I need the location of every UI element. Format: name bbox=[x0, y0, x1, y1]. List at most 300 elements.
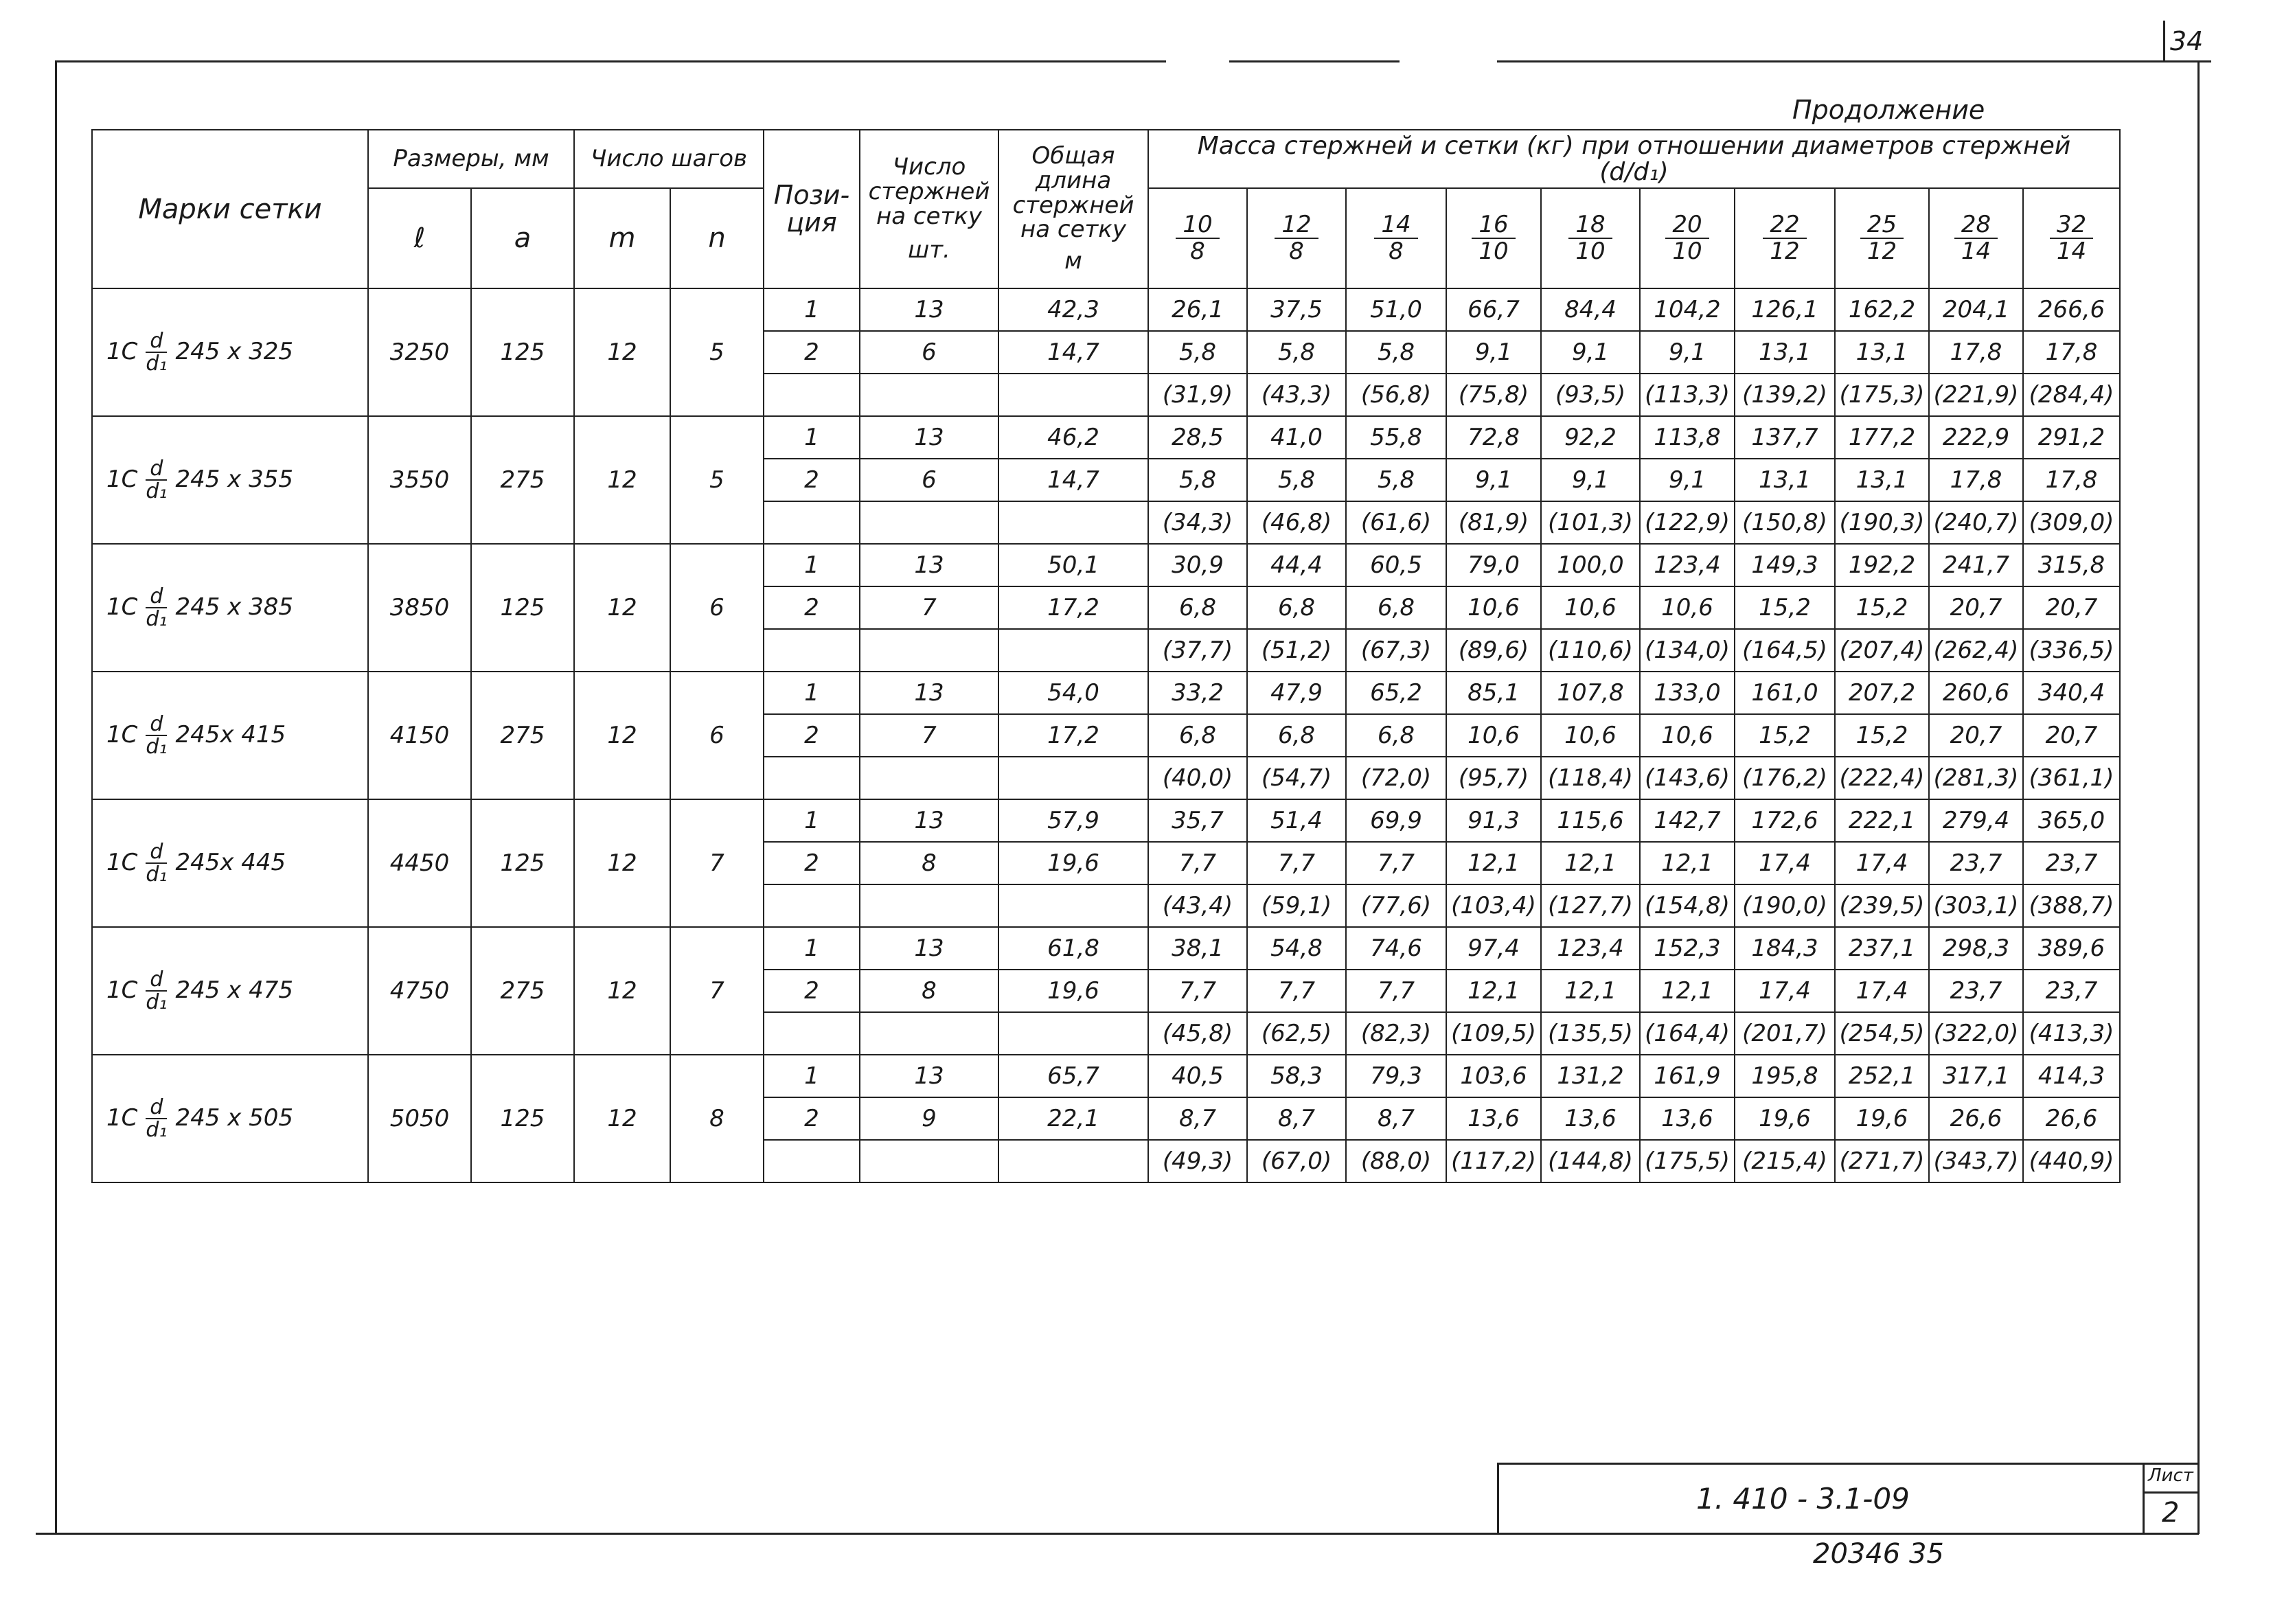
mass-cell: 12,1 bbox=[1640, 842, 1735, 884]
count-cell: 7 bbox=[860, 714, 998, 757]
mark-prefix: 1С bbox=[106, 337, 138, 365]
mesh-m: 12 bbox=[574, 927, 670, 1055]
header-ratio-3 bbox=[1446, 188, 1541, 288]
archive-number: 20346 35 bbox=[1813, 1538, 1944, 1570]
mass-cell: 15,2 bbox=[1735, 586, 1835, 629]
mass-cell: 115,6 bbox=[1541, 799, 1640, 842]
position-cell bbox=[764, 501, 860, 544]
mass-cell: (59,1) bbox=[1247, 884, 1346, 927]
mass-cell: (51,2) bbox=[1247, 629, 1346, 672]
position-cell: 2 bbox=[764, 1097, 860, 1140]
mass-cell: 17,4 bbox=[1735, 842, 1835, 884]
mass-cell: (43,3) bbox=[1247, 374, 1346, 416]
table-row bbox=[92, 544, 2120, 586]
mass-cell: 28,5 bbox=[1148, 416, 1247, 459]
mesh-mark bbox=[92, 799, 368, 927]
mesh-mark bbox=[92, 288, 368, 416]
count-cell: 8 bbox=[860, 970, 998, 1012]
mass-cell: (95,7) bbox=[1446, 757, 1541, 799]
mark-frac-den: d₁ bbox=[146, 735, 168, 759]
header-steps-m: m bbox=[574, 188, 670, 288]
mesh-n: 7 bbox=[670, 799, 764, 927]
mass-cell: 13,1 bbox=[1735, 459, 1835, 501]
ratio-num: 14 bbox=[1374, 212, 1417, 239]
mass-cell: 5,8 bbox=[1346, 331, 1446, 374]
header-ratio-6 bbox=[1735, 188, 1835, 288]
mass-cell: 17,8 bbox=[1929, 459, 2023, 501]
position-cell: 2 bbox=[764, 459, 860, 501]
mass-cell: 6,8 bbox=[1247, 714, 1346, 757]
table-row bbox=[92, 288, 2120, 331]
length-cell: 42,3 bbox=[998, 288, 1148, 331]
mass-cell: 20,7 bbox=[1929, 586, 2023, 629]
mass-cell: 152,3 bbox=[1640, 927, 1735, 970]
mass-cell: 414,3 bbox=[2023, 1055, 2120, 1097]
ratio-den: 10 bbox=[1478, 238, 1509, 265]
mass-cell: 279,4 bbox=[1929, 799, 2023, 842]
mass-cell: 9,1 bbox=[1541, 459, 1640, 501]
mass-cell: 13,1 bbox=[1735, 331, 1835, 374]
stamp-left-line bbox=[1497, 1463, 1499, 1534]
mass-cell: (190,0) bbox=[1735, 884, 1835, 927]
mass-cell: (37,7) bbox=[1148, 629, 1247, 672]
mesh-l: 3850 bbox=[368, 544, 471, 672]
mass-cell: 298,3 bbox=[1929, 927, 2023, 970]
mesh-a: 125 bbox=[471, 799, 574, 927]
count-cell bbox=[860, 884, 998, 927]
mass-cell: (303,1) bbox=[1929, 884, 2023, 927]
ratio-den: 12 bbox=[1866, 238, 1897, 265]
mass-cell: (43,4) bbox=[1148, 884, 1247, 927]
mass-cell: 123,4 bbox=[1640, 544, 1735, 586]
mesh-a: 275 bbox=[471, 927, 574, 1055]
mass-cell: 389,6 bbox=[2023, 927, 2120, 970]
mass-cell: (190,3) bbox=[1835, 501, 1929, 544]
header-ratio-4 bbox=[1541, 188, 1640, 288]
mass-cell: (207,4) bbox=[1835, 629, 1929, 672]
mass-cell: (118,4) bbox=[1541, 757, 1640, 799]
header-length-unit: м bbox=[1064, 247, 1082, 275]
mass-cell: 142,7 bbox=[1640, 799, 1735, 842]
mass-cell: 222,9 bbox=[1929, 416, 2023, 459]
mass-cell: (154,8) bbox=[1640, 884, 1735, 927]
mass-cell: (122,9) bbox=[1640, 501, 1735, 544]
mark-fraction bbox=[146, 1097, 167, 1141]
mass-cell: 5,8 bbox=[1346, 459, 1446, 501]
mass-cell: 9,1 bbox=[1541, 331, 1640, 374]
mark-frac-den: d₁ bbox=[146, 1118, 168, 1142]
mesh-n: 7 bbox=[670, 927, 764, 1055]
mass-cell: 44,4 bbox=[1247, 544, 1346, 586]
mass-cell: (109,5) bbox=[1446, 1012, 1541, 1055]
length-cell: 17,2 bbox=[998, 714, 1148, 757]
length-cell: 19,6 bbox=[998, 842, 1148, 884]
mark-fraction bbox=[146, 969, 167, 1014]
mass-cell: 5,8 bbox=[1247, 459, 1346, 501]
frame-top-line-left bbox=[55, 60, 1166, 62]
mass-cell: (176,2) bbox=[1735, 757, 1835, 799]
ratio-num: 10 bbox=[1176, 212, 1219, 239]
header-steps: Число шагов bbox=[574, 130, 764, 188]
mass-cell: (413,3) bbox=[2023, 1012, 2120, 1055]
mass-cell: 55,8 bbox=[1346, 416, 1446, 459]
mass-cell: 12,1 bbox=[1541, 970, 1640, 1012]
mass-cell: (239,5) bbox=[1835, 884, 1929, 927]
mark-frac-num: d bbox=[146, 713, 167, 737]
mass-cell: 10,6 bbox=[1446, 714, 1541, 757]
mass-cell: (77,6) bbox=[1346, 884, 1446, 927]
mass-cell: 177,2 bbox=[1835, 416, 1929, 459]
ratio-num: 20 bbox=[1665, 212, 1709, 239]
mass-cell: (117,2) bbox=[1446, 1140, 1541, 1182]
mass-cell: (88,0) bbox=[1346, 1140, 1446, 1182]
mass-cell: 13,1 bbox=[1835, 331, 1929, 374]
ratio-fraction bbox=[2050, 212, 2093, 265]
mass-cell: 162,2 bbox=[1835, 288, 1929, 331]
mark-suffix: 245 x 355 bbox=[175, 465, 293, 493]
mass-cell: 10,6 bbox=[1541, 586, 1640, 629]
mass-cell: 137,7 bbox=[1735, 416, 1835, 459]
mark-suffix: 245 x 505 bbox=[175, 1103, 293, 1132]
mass-cell: 6,8 bbox=[1148, 586, 1247, 629]
mass-cell: 26,1 bbox=[1148, 288, 1247, 331]
mass-cell: 10,6 bbox=[1640, 714, 1735, 757]
mark-frac-den: d₁ bbox=[146, 862, 168, 887]
mass-cell: (150,8) bbox=[1735, 501, 1835, 544]
mesh-l: 4150 bbox=[368, 672, 471, 799]
mass-cell: 9,1 bbox=[1446, 459, 1541, 501]
mass-cell: (110,6) bbox=[1541, 629, 1640, 672]
mark-suffix: 245x 445 bbox=[175, 848, 286, 876]
mass-cell: 13,6 bbox=[1640, 1097, 1735, 1140]
count-cell bbox=[860, 1012, 998, 1055]
mesh-n: 8 bbox=[670, 1055, 764, 1182]
mesh-mark bbox=[92, 672, 368, 799]
mass-cell: (93,5) bbox=[1541, 374, 1640, 416]
mass-cell: 7,7 bbox=[1346, 970, 1446, 1012]
mass-cell: 58,3 bbox=[1247, 1055, 1346, 1097]
mark-prefix: 1С bbox=[106, 976, 138, 1004]
length-cell bbox=[998, 1012, 1148, 1055]
frame-bottom-line bbox=[36, 1533, 2199, 1535]
mark-frac-den: d₁ bbox=[146, 352, 168, 376]
mark-prefix: 1С bbox=[106, 720, 138, 748]
mass-cell: (254,5) bbox=[1835, 1012, 1929, 1055]
mass-cell: 15,2 bbox=[1735, 714, 1835, 757]
ratio-den: 12 bbox=[1770, 238, 1800, 265]
mass-cell: (388,7) bbox=[2023, 884, 2120, 927]
count-cell: 13 bbox=[860, 544, 998, 586]
mark-frac-num: d bbox=[146, 841, 167, 865]
mark-frac-den: d₁ bbox=[146, 607, 168, 631]
mark-frac-num: d bbox=[146, 586, 167, 609]
length-cell: 54,0 bbox=[998, 672, 1148, 714]
mass-cell: 91,3 bbox=[1446, 799, 1541, 842]
mass-cell: 15,2 bbox=[1835, 586, 1929, 629]
mesh-m: 12 bbox=[574, 544, 670, 672]
mark-frac-num: d bbox=[146, 969, 167, 992]
mass-cell: 17,8 bbox=[2023, 331, 2120, 374]
ratio-fraction bbox=[1954, 212, 1998, 265]
length-cell: 22,1 bbox=[998, 1097, 1148, 1140]
mass-cell: (31,9) bbox=[1148, 374, 1247, 416]
count-cell: 13 bbox=[860, 672, 998, 714]
mass-cell: 51,4 bbox=[1247, 799, 1346, 842]
mesh-mark bbox=[92, 927, 368, 1055]
count-cell bbox=[860, 757, 998, 799]
length-cell: 50,1 bbox=[998, 544, 1148, 586]
mass-cell: 92,2 bbox=[1541, 416, 1640, 459]
mass-cell: 30,9 bbox=[1148, 544, 1247, 586]
mass-cell: 17,4 bbox=[1735, 970, 1835, 1012]
mass-cell: 47,9 bbox=[1247, 672, 1346, 714]
mass-cell: (40,0) bbox=[1148, 757, 1247, 799]
mass-cell: 66,7 bbox=[1446, 288, 1541, 331]
mass-cell: (215,4) bbox=[1735, 1140, 1835, 1182]
mark-prefix: 1С bbox=[106, 593, 138, 621]
count-cell: 7 bbox=[860, 586, 998, 629]
ratio-fraction bbox=[1374, 212, 1417, 265]
position-cell: 2 bbox=[764, 842, 860, 884]
continuation-label: Продолжение bbox=[1792, 95, 1985, 125]
count-cell bbox=[860, 1140, 998, 1182]
mark-suffix: 245x 415 bbox=[175, 720, 286, 748]
mass-cell: 17,4 bbox=[1835, 970, 1929, 1012]
mesh-l: 5050 bbox=[368, 1055, 471, 1182]
mass-cell: (89,6) bbox=[1446, 629, 1541, 672]
position-cell bbox=[764, 884, 860, 927]
header-length bbox=[998, 130, 1148, 288]
frame-left-line bbox=[55, 60, 57, 1534]
mass-cell: 6,8 bbox=[1346, 586, 1446, 629]
mesh-n: 6 bbox=[670, 672, 764, 799]
mass-cell: 365,0 bbox=[2023, 799, 2120, 842]
mass-cell: 7,7 bbox=[1247, 970, 1346, 1012]
header-ratio-9 bbox=[2023, 188, 2120, 288]
mass-cell: (361,1) bbox=[2023, 757, 2120, 799]
mass-cell: 13,6 bbox=[1446, 1097, 1541, 1140]
mass-cell: 104,2 bbox=[1640, 288, 1735, 331]
mesh-a: 275 bbox=[471, 416, 574, 544]
mesh-a: 125 bbox=[471, 544, 574, 672]
mesh-n: 5 bbox=[670, 288, 764, 416]
mass-cell: 5,8 bbox=[1148, 459, 1247, 501]
mass-cell: 26,6 bbox=[1929, 1097, 2023, 1140]
mass-cell: 6,8 bbox=[1148, 714, 1247, 757]
count-cell: 13 bbox=[860, 927, 998, 970]
ratio-den: 14 bbox=[1961, 238, 1991, 265]
mass-cell: (127,7) bbox=[1541, 884, 1640, 927]
mass-cell: (322,0) bbox=[1929, 1012, 2023, 1055]
count-cell: 13 bbox=[860, 799, 998, 842]
mass-cell: 10,6 bbox=[1541, 714, 1640, 757]
mass-cell: 10,6 bbox=[1446, 586, 1541, 629]
mass-cell: 9,1 bbox=[1640, 459, 1735, 501]
mass-cell: 12,1 bbox=[1446, 970, 1541, 1012]
mass-cell: 291,2 bbox=[2023, 416, 2120, 459]
mark-prefix: 1С bbox=[106, 848, 138, 876]
position-cell bbox=[764, 1140, 860, 1182]
mass-cell: 17,4 bbox=[1835, 842, 1929, 884]
mesh-a: 125 bbox=[471, 288, 574, 416]
count-cell bbox=[860, 629, 998, 672]
frame-top-line-right bbox=[1497, 60, 2211, 62]
mass-cell: 103,6 bbox=[1446, 1055, 1541, 1097]
mass-cell: 8,7 bbox=[1247, 1097, 1346, 1140]
mesh-mark bbox=[92, 1055, 368, 1182]
mass-cell: (61,6) bbox=[1346, 501, 1446, 544]
length-cell: 65,7 bbox=[998, 1055, 1148, 1097]
mass-cell: 38,1 bbox=[1148, 927, 1247, 970]
length-cell: 46,2 bbox=[998, 416, 1148, 459]
mass-cell: 15,2 bbox=[1835, 714, 1929, 757]
mesh-l: 3250 bbox=[368, 288, 471, 416]
mass-cell: 26,6 bbox=[2023, 1097, 2120, 1140]
header-steps-n: n bbox=[670, 188, 764, 288]
ratio-fraction bbox=[1568, 212, 1612, 265]
header-length-label: Общая длина стержней на сетку bbox=[1012, 142, 1134, 244]
mass-cell: 266,6 bbox=[2023, 288, 2120, 331]
ratio-den: 8 bbox=[1389, 238, 1404, 265]
count-cell: 6 bbox=[860, 331, 998, 374]
count-cell bbox=[860, 501, 998, 544]
mark-suffix: 245 x 385 bbox=[175, 593, 293, 621]
mass-cell: 237,1 bbox=[1835, 927, 1929, 970]
mass-cell: 17,8 bbox=[2023, 459, 2120, 501]
mass-cell: 7,7 bbox=[1346, 842, 1446, 884]
mass-cell: (62,5) bbox=[1247, 1012, 1346, 1055]
ratio-fraction bbox=[1275, 212, 1318, 265]
mass-cell: 23,7 bbox=[1929, 970, 2023, 1012]
mass-cell: (81,9) bbox=[1446, 501, 1541, 544]
header-size-l: ℓ bbox=[368, 188, 471, 288]
stamp-top-line bbox=[1497, 1463, 2199, 1465]
mass-cell: 35,7 bbox=[1148, 799, 1247, 842]
mesh-n: 6 bbox=[670, 544, 764, 672]
page-number-tick bbox=[2163, 21, 2165, 62]
header-ratio-5 bbox=[1640, 188, 1735, 288]
mass-cell: 79,0 bbox=[1446, 544, 1541, 586]
mesh-m: 12 bbox=[574, 416, 670, 544]
mass-cell: 133,0 bbox=[1640, 672, 1735, 714]
mass-cell: (45,8) bbox=[1148, 1012, 1247, 1055]
mass-cell: 84,4 bbox=[1541, 288, 1640, 331]
ratio-fraction bbox=[1176, 212, 1219, 265]
mass-cell: (54,7) bbox=[1247, 757, 1346, 799]
mass-cell: (201,7) bbox=[1735, 1012, 1835, 1055]
mass-cell: (262,4) bbox=[1929, 629, 2023, 672]
mass-cell: 172,6 bbox=[1735, 799, 1835, 842]
mark-frac-num: d bbox=[146, 1097, 167, 1120]
length-cell: 14,7 bbox=[998, 459, 1148, 501]
mass-cell: 74,6 bbox=[1346, 927, 1446, 970]
position-cell: 2 bbox=[764, 970, 860, 1012]
mass-cell: (144,8) bbox=[1541, 1140, 1640, 1182]
mass-cell: (135,5) bbox=[1541, 1012, 1640, 1055]
page-number: 34 bbox=[2170, 26, 2204, 56]
mass-cell: 6,8 bbox=[1247, 586, 1346, 629]
table-row bbox=[92, 927, 2120, 970]
sheet-number: 2 bbox=[2162, 1497, 2180, 1529]
header-count bbox=[860, 130, 998, 288]
mark-fraction bbox=[146, 713, 167, 758]
header-sizes: Размеры, мм bbox=[368, 130, 574, 188]
header-mark: Марки сетки bbox=[92, 130, 368, 288]
position-cell: 1 bbox=[764, 416, 860, 459]
position-cell: 1 bbox=[764, 544, 860, 586]
mass-cell: 85,1 bbox=[1446, 672, 1541, 714]
mass-cell: 222,1 bbox=[1835, 799, 1929, 842]
table-row bbox=[92, 672, 2120, 714]
mesh-a: 275 bbox=[471, 672, 574, 799]
mass-cell: (440,9) bbox=[2023, 1140, 2120, 1182]
mass-cell: 7,7 bbox=[1148, 970, 1247, 1012]
length-cell: 61,8 bbox=[998, 927, 1148, 970]
mass-cell: 195,8 bbox=[1735, 1055, 1835, 1097]
mass-cell: 72,8 bbox=[1446, 416, 1541, 459]
length-cell bbox=[998, 501, 1148, 544]
count-cell: 13 bbox=[860, 416, 998, 459]
mass-cell: 79,3 bbox=[1346, 1055, 1446, 1097]
mesh-m: 12 bbox=[574, 799, 670, 927]
mass-cell: 315,8 bbox=[2023, 544, 2120, 586]
mark-suffix: 245 x 475 bbox=[175, 976, 293, 1004]
header-ratio-8 bbox=[1929, 188, 2023, 288]
mass-cell: (240,7) bbox=[1929, 501, 2023, 544]
mass-cell: (49,3) bbox=[1148, 1140, 1247, 1182]
mass-cell: (67,3) bbox=[1346, 629, 1446, 672]
header-size-a: а bbox=[471, 188, 574, 288]
ratio-num: 32 bbox=[2050, 212, 2093, 239]
mass-cell: 40,5 bbox=[1148, 1055, 1247, 1097]
mass-cell: (101,3) bbox=[1541, 501, 1640, 544]
mass-cell: 161,0 bbox=[1735, 672, 1835, 714]
header-mass: Масса стержней и сетки (кг) при отношении диаметров стержней (d/d₁) bbox=[1148, 130, 2120, 188]
mass-cell: 41,0 bbox=[1247, 416, 1346, 459]
mass-cell: (281,3) bbox=[1929, 757, 2023, 799]
position-cell bbox=[764, 757, 860, 799]
position-cell bbox=[764, 1012, 860, 1055]
mark-frac-num: d bbox=[146, 458, 167, 481]
mass-cell: (164,4) bbox=[1640, 1012, 1735, 1055]
mass-cell: (103,4) bbox=[1446, 884, 1541, 927]
length-cell bbox=[998, 1140, 1148, 1182]
mass-cell: 33,2 bbox=[1148, 672, 1247, 714]
mass-cell: (222,4) bbox=[1835, 757, 1929, 799]
mass-cell: (309,0) bbox=[2023, 501, 2120, 544]
mesh-mark bbox=[92, 544, 368, 672]
length-cell: 57,9 bbox=[998, 799, 1148, 842]
length-cell bbox=[998, 629, 1148, 672]
position-cell: 1 bbox=[764, 799, 860, 842]
ratio-den: 14 bbox=[2056, 238, 2087, 265]
count-cell: 13 bbox=[860, 288, 998, 331]
count-cell: 13 bbox=[860, 1055, 998, 1097]
mass-cell: (46,8) bbox=[1247, 501, 1346, 544]
mass-cell: (271,7) bbox=[1835, 1140, 1929, 1182]
mesh-l: 4750 bbox=[368, 927, 471, 1055]
header-ratio-0 bbox=[1148, 188, 1247, 288]
mass-cell: 54,8 bbox=[1247, 927, 1346, 970]
ratio-den: 8 bbox=[1289, 238, 1304, 265]
mass-cell: 60,5 bbox=[1346, 544, 1446, 586]
mass-cell: 149,3 bbox=[1735, 544, 1835, 586]
mass-cell: 37,5 bbox=[1247, 288, 1346, 331]
position-cell: 1 bbox=[764, 288, 860, 331]
mass-cell: 20,7 bbox=[1929, 714, 2023, 757]
count-cell: 8 bbox=[860, 842, 998, 884]
mass-cell: (134,0) bbox=[1640, 629, 1735, 672]
